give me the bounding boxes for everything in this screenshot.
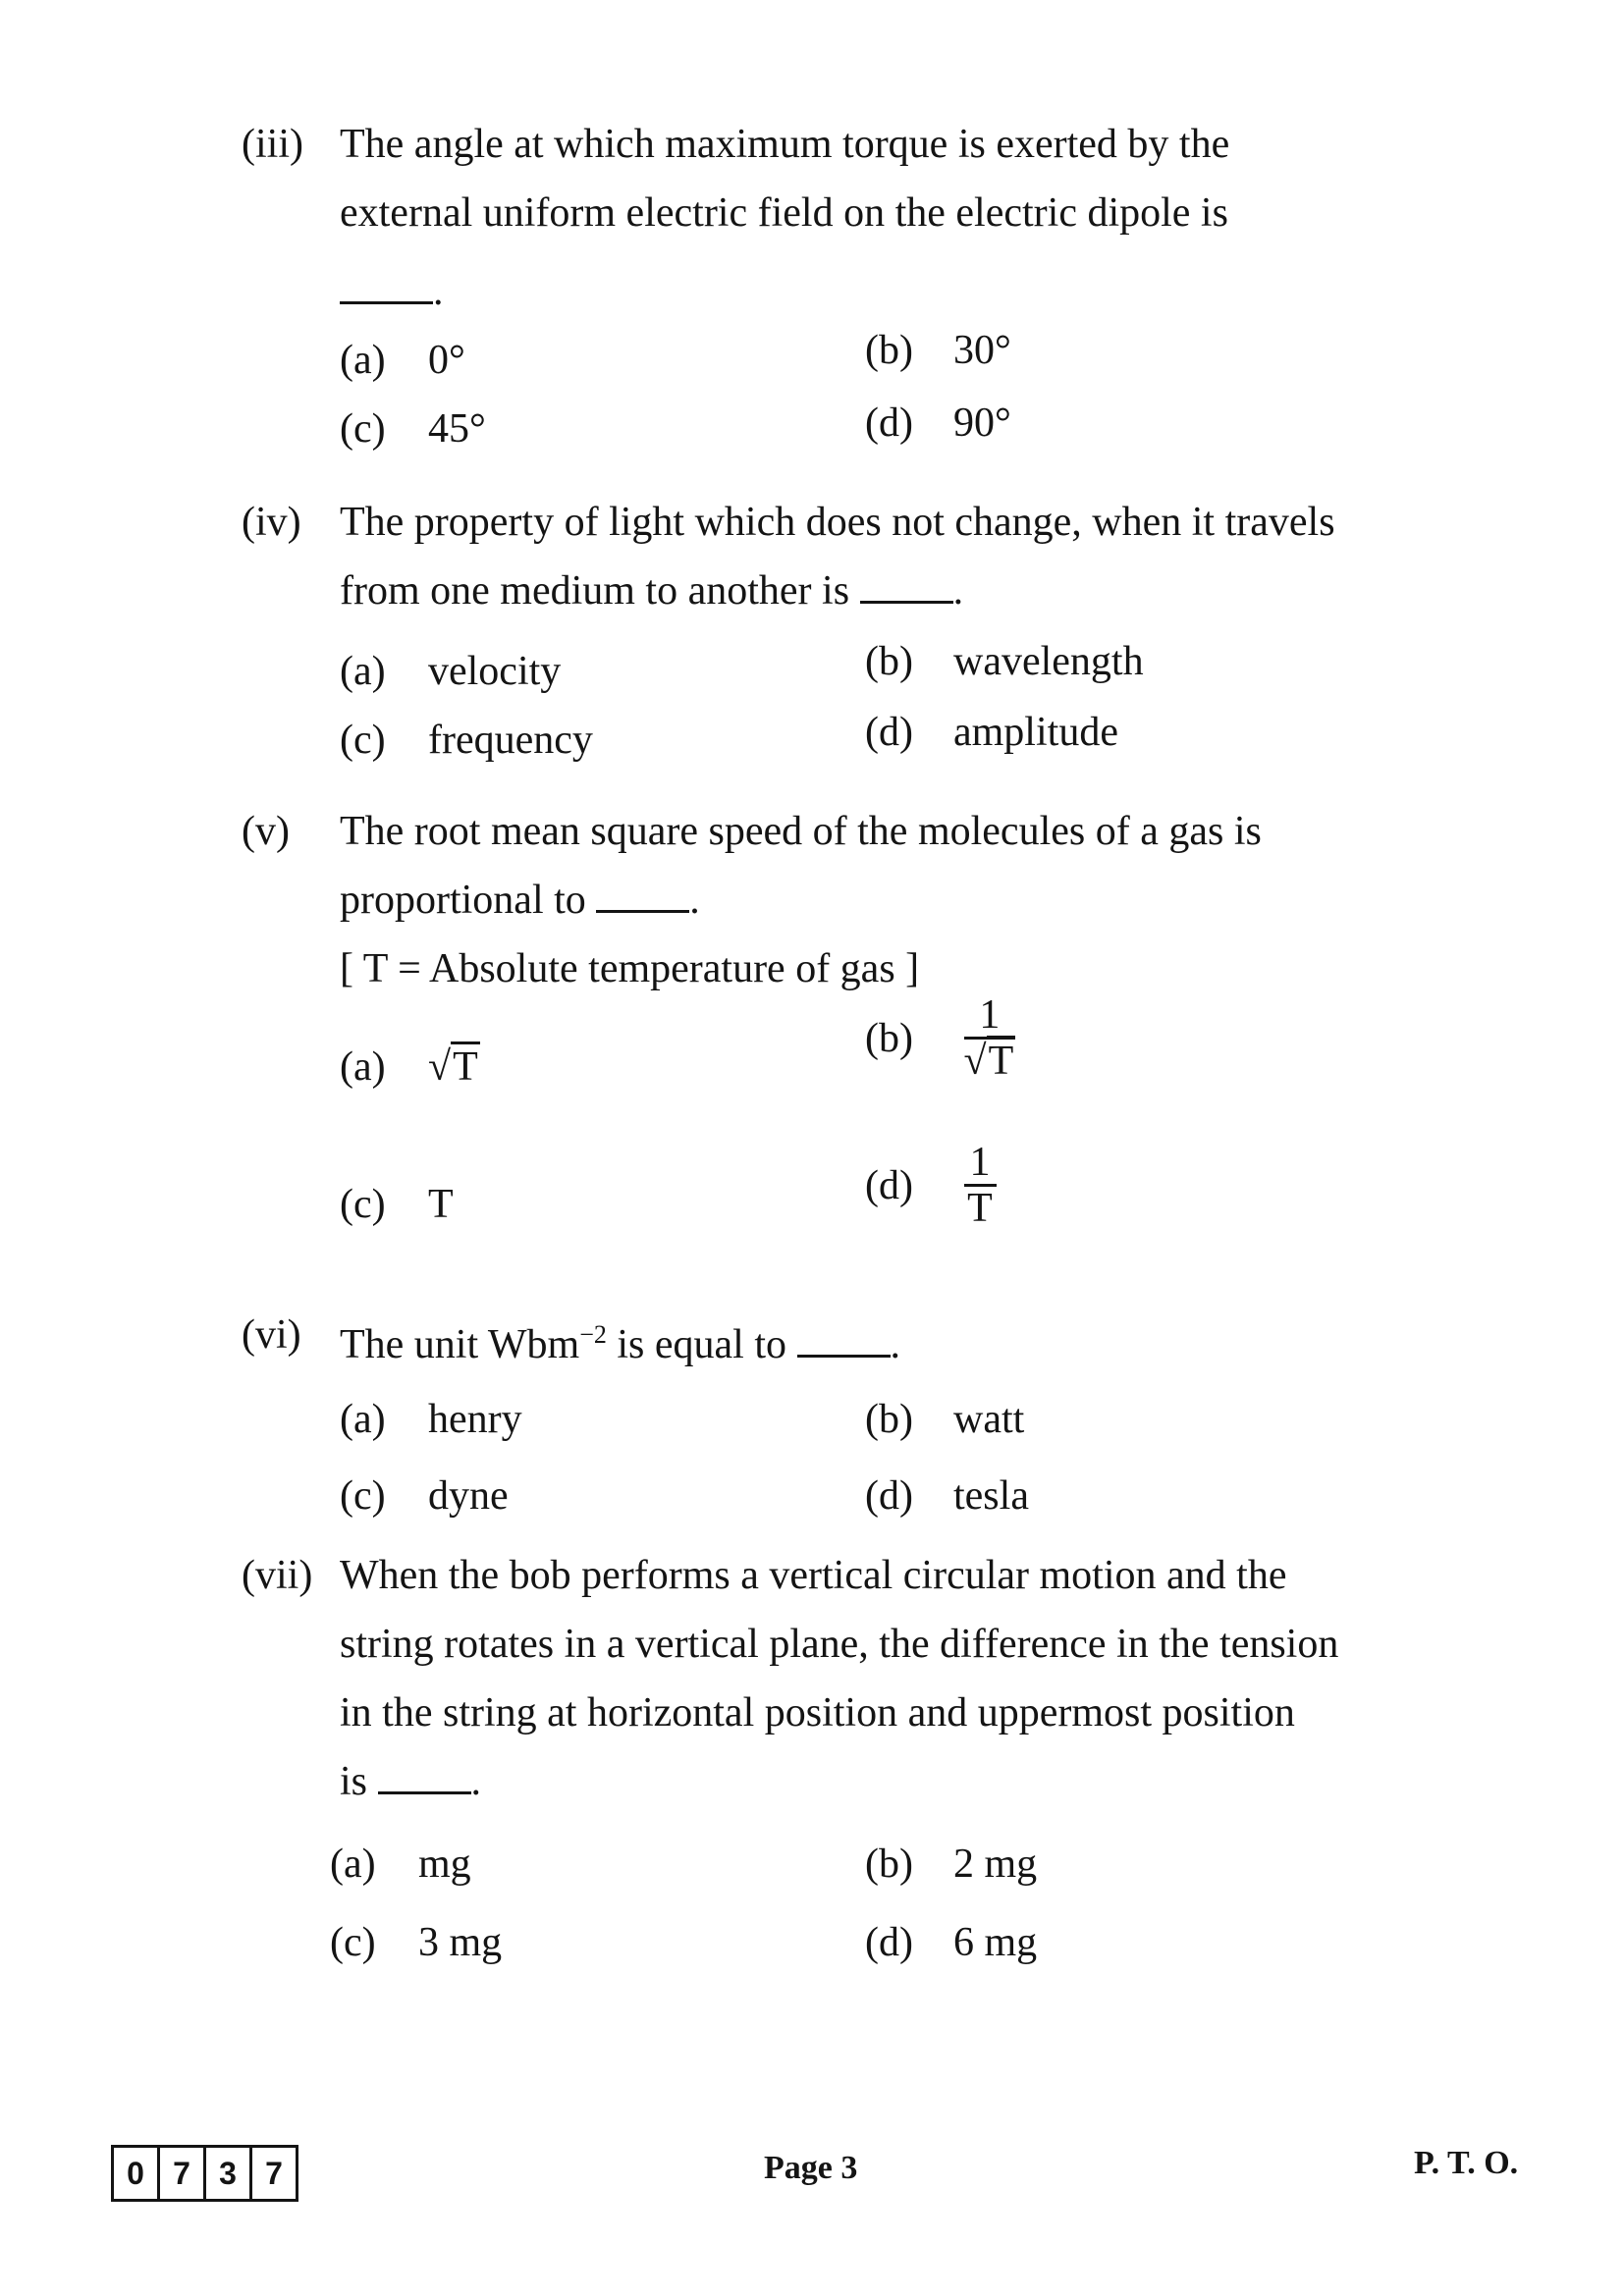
options bbox=[340, 637, 1371, 784]
code-digit: 7 bbox=[160, 2148, 206, 2199]
option-b: (b) $\frac{1}{√T}$ bbox=[865, 992, 1014, 1084]
code-digit: 7 bbox=[265, 2155, 283, 2191]
question-iv bbox=[242, 488, 1371, 784]
options bbox=[340, 1385, 1371, 1542]
option-b: (b) 30° bbox=[865, 328, 1011, 373]
option-c: (c) 3 mg bbox=[330, 1920, 503, 1965]
option-d: (d) amplitude bbox=[865, 710, 1118, 755]
option-c: (c) frequency bbox=[340, 718, 593, 763]
page-number: Page 3 bbox=[764, 2150, 858, 2186]
question-vi bbox=[242, 1301, 1371, 1542]
options bbox=[340, 992, 1371, 1278]
question-number: (vii) bbox=[242, 1553, 313, 1598]
answer-blank bbox=[797, 1325, 891, 1358]
option-d: (d) $\frac{1}{T}$ bbox=[865, 1141, 997, 1230]
option-c: (c) 45° bbox=[340, 406, 486, 452]
option-a: (a) mg bbox=[330, 1842, 471, 1887]
sqrt-expression: √T bbox=[428, 1033, 480, 1101]
option-b: (b) 2 mg bbox=[865, 1842, 1038, 1887]
options bbox=[340, 326, 1371, 463]
option-a: (a) henry bbox=[340, 1397, 522, 1442]
option-a: (a) √T bbox=[340, 1033, 480, 1101]
options bbox=[330, 1830, 1371, 1987]
note: [ T = Absolute temperature of gas ] bbox=[340, 946, 920, 991]
option-c: (c) T bbox=[340, 1182, 454, 1227]
answer-blank bbox=[596, 881, 689, 913]
option-d: (d) tesla bbox=[865, 1473, 1029, 1519]
option-d: (d) 90° bbox=[865, 400, 1011, 446]
option-a: (a) velocity bbox=[340, 649, 562, 694]
fraction: $\frac{1}{√T}$ bbox=[963, 992, 1014, 1084]
option-b: (b) wavelength bbox=[865, 639, 1144, 684]
fraction: $\frac{1}{T}$ bbox=[964, 1141, 997, 1230]
code-digit: 3 bbox=[206, 2148, 252, 2199]
question-text: The property of light which does not change, when it travels from one medium to another is . bbox=[340, 500, 1335, 614]
question-v bbox=[242, 797, 1371, 1278]
question-text: The unit Wbm$^{-2}$ is equal to . bbox=[340, 1320, 900, 1367]
option-c: (c) dyne bbox=[340, 1473, 509, 1519]
answer-blank bbox=[340, 272, 433, 304]
question-iii bbox=[242, 110, 1371, 463]
question-vii bbox=[242, 1541, 1371, 1987]
sqrt-symbol: √ bbox=[428, 1044, 452, 1090]
code-digit: 0 bbox=[114, 2148, 160, 2199]
question-number: (iii) bbox=[242, 122, 303, 167]
answer-blank bbox=[860, 571, 953, 604]
option-b: (b) watt bbox=[865, 1397, 1025, 1442]
please-turn-over: P. T. O. bbox=[1414, 2145, 1519, 2181]
option-d: (d) 6 mg bbox=[865, 1920, 1038, 1965]
paper-code-boxes bbox=[111, 2145, 298, 2202]
option-a: (a) 0° bbox=[340, 338, 465, 383]
question-number: (v) bbox=[242, 809, 290, 854]
question-text: The angle at which maximum torque is exerted by the external uniform electric field on the electric dipole is . bbox=[340, 122, 1230, 314]
sqrt-symbol: √ bbox=[963, 1039, 987, 1084]
question-text: The root mean square speed of the molecules of a gas is proportional to . [ T = Absolute temperature of gas ] bbox=[340, 797, 1371, 1003]
question-number: (vi) bbox=[242, 1312, 301, 1358]
question-text: When the bob performs a vertical circular motion and the string rotates in a vertical plane, the difference in the tension in the string at horizontal position and uppermost position is . bbox=[340, 1553, 1339, 1804]
answer-blank bbox=[378, 1762, 471, 1794]
question-number: (iv) bbox=[242, 500, 301, 545]
